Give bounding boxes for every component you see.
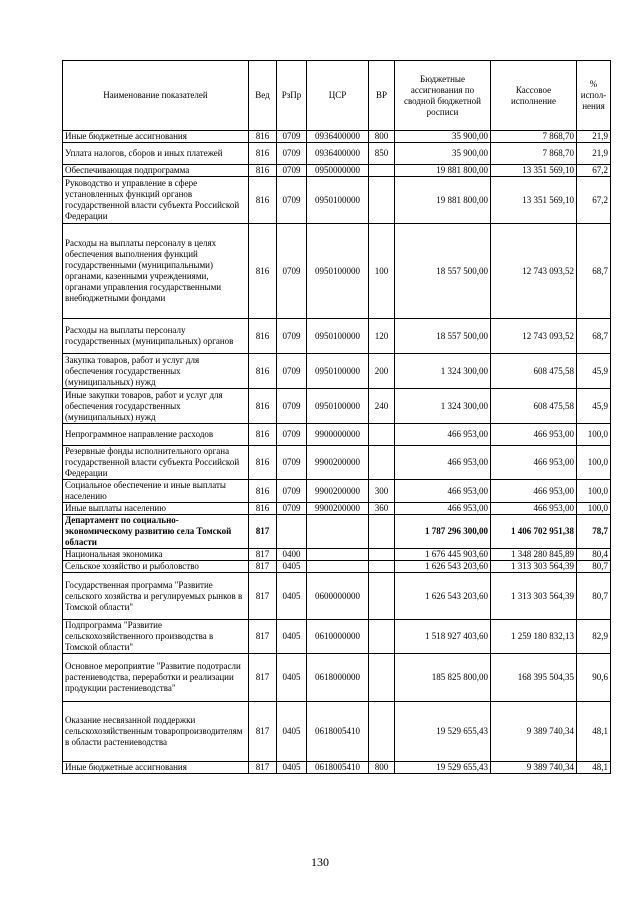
cell-vr	[369, 620, 395, 654]
cell-assign: 466 953,00	[395, 503, 491, 515]
cell-name: Подпрограмма "Развитие сельскохозяйственного производства в Томской области"	[63, 620, 249, 654]
table-row	[63, 424, 611, 446]
cell-name: Основное мероприятие "Развитие подотрасли растениеводства, переработки и реализации продукции растениеводства"	[63, 654, 249, 702]
cell-vr	[369, 573, 395, 620]
table-row	[63, 389, 611, 424]
cell-cash: 1 259 180 832,13	[491, 620, 577, 654]
cell-assign: 18 557 500,00	[395, 224, 491, 319]
cell-rzpr: 0709	[277, 177, 307, 224]
cell-ved: 816	[249, 389, 277, 424]
cell-csr: 0950100000	[307, 224, 369, 319]
cell-csr: 0950100000	[307, 177, 369, 224]
cell-ved: 817	[249, 573, 277, 620]
cell-cash: 12 743 093,52	[491, 224, 577, 319]
cell-rzpr: 0709	[277, 446, 307, 480]
cell-pct: 21,9	[577, 131, 611, 143]
cell-vr	[369, 177, 395, 224]
table-row	[63, 354, 611, 389]
cell-vr: 200	[369, 354, 395, 389]
cell-pct: 80,4	[577, 549, 611, 561]
cell-csr: 0936400000	[307, 143, 369, 165]
cell-ved: 817	[249, 702, 277, 762]
cell-pct: 45,9	[577, 389, 611, 424]
cell-csr: 9900200000	[307, 503, 369, 515]
cell-vr	[369, 702, 395, 762]
cell-csr	[307, 515, 369, 549]
budget-table	[62, 60, 611, 774]
cell-pct: 21,9	[577, 143, 611, 165]
table-row	[63, 131, 611, 143]
cell-ved: 817	[249, 654, 277, 702]
cell-name: Закупка товаров, работ и услуг для обеспечения государственных (муниципальных) нужд	[63, 354, 249, 389]
cell-cash: 608 475,58	[491, 389, 577, 424]
cell-csr: 0950100000	[307, 389, 369, 424]
cell-pct: 68,7	[577, 224, 611, 319]
cell-pct: 100,0	[577, 503, 611, 515]
cell-name: Обеспечивающая подпрограмма	[63, 165, 249, 177]
cell-rzpr: 0405	[277, 654, 307, 702]
cell-name: Департамент по социально-экономическому развитию села Томской области	[63, 515, 249, 549]
cell-name: Государственная программа "Развитие сельского хозяйства и регулируемых рынков в Томской области"	[63, 573, 249, 620]
table-row	[63, 654, 611, 702]
cell-cash: 9 389 740,34	[491, 702, 577, 762]
cell-assign: 1 787 296 300,00	[395, 515, 491, 549]
header-pct: % испол-нения	[577, 61, 611, 131]
cell-csr	[307, 561, 369, 573]
cell-ved: 816	[249, 143, 277, 165]
cell-cash: 466 953,00	[491, 503, 577, 515]
cell-assign: 19 529 655,43	[395, 702, 491, 762]
cell-csr: 0618000000	[307, 654, 369, 702]
cell-csr: 0600000000	[307, 573, 369, 620]
cell-ved: 817	[249, 762, 277, 774]
cell-assign: 466 953,00	[395, 446, 491, 480]
cell-cash: 168 395 504,35	[491, 654, 577, 702]
cell-vr: 240	[369, 389, 395, 424]
cell-assign: 185 825 800,00	[395, 654, 491, 702]
table-row	[63, 573, 611, 620]
cell-pct: 48,1	[577, 702, 611, 762]
cell-assign: 1 324 300,00	[395, 389, 491, 424]
cell-pct: 78,7	[577, 515, 611, 549]
cell-cash: 1 313 303 564,39	[491, 573, 577, 620]
cell-pct: 67,2	[577, 177, 611, 224]
cell-pct: 90,6	[577, 654, 611, 702]
cell-cash: 608 475,58	[491, 354, 577, 389]
cell-csr	[307, 549, 369, 561]
cell-pct: 45,9	[577, 354, 611, 389]
table-row	[63, 446, 611, 480]
cell-name: Руководство и управление в сфере установленных функций органов государственной власти субъекта Российской Федерации	[63, 177, 249, 224]
cell-rzpr: 0405	[277, 561, 307, 573]
cell-name: Иные бюджетные ассигнования	[63, 131, 249, 143]
cell-csr: 0950100000	[307, 354, 369, 389]
table-row	[63, 319, 611, 354]
cell-vr	[369, 654, 395, 702]
header-vr: ВР	[369, 61, 395, 131]
cell-name: Расходы на выплаты персоналу в целях обеспечения выполнения функций государственными (муниципальными) органами, казенными учреждениями, органами управления государственными внебюджетными фондами	[63, 224, 249, 319]
cell-assign: 1 518 927 403,60	[395, 620, 491, 654]
table-row	[63, 165, 611, 177]
header-name: Наименование показателей	[63, 61, 249, 131]
cell-assign: 18 557 500,00	[395, 319, 491, 354]
table-row	[63, 702, 611, 762]
table-body	[63, 131, 611, 774]
cell-ved: 817	[249, 561, 277, 573]
cell-ved: 817	[249, 515, 277, 549]
cell-assign: 19 881 800,00	[395, 165, 491, 177]
table-header-row	[63, 61, 611, 131]
cell-ved: 816	[249, 424, 277, 446]
cell-name: Сельское хозяйство и рыболовство	[63, 561, 249, 573]
cell-csr: 9900200000	[307, 480, 369, 503]
cell-cash: 466 953,00	[491, 446, 577, 480]
cell-vr	[369, 549, 395, 561]
cell-ved: 817	[249, 549, 277, 561]
cell-pct: 100,0	[577, 480, 611, 503]
table-row	[63, 503, 611, 515]
cell-csr: 0618005410	[307, 762, 369, 774]
cell-assign: 19 881 800,00	[395, 177, 491, 224]
cell-name: Иные бюджетные ассигнования	[63, 762, 249, 774]
cell-rzpr: 0709	[277, 354, 307, 389]
cell-rzpr: 0709	[277, 165, 307, 177]
cell-ved: 816	[249, 354, 277, 389]
header-csr: ЦСР	[307, 61, 369, 131]
cell-csr: 0950000000	[307, 165, 369, 177]
cell-cash: 13 351 569,10	[491, 177, 577, 224]
cell-ved: 816	[249, 480, 277, 503]
cell-rzpr: 0709	[277, 389, 307, 424]
cell-pct: 100,0	[577, 446, 611, 480]
cell-name: Социальное обеспечение и иные выплаты населению	[63, 480, 249, 503]
cell-assign: 1 626 543 203,60	[395, 573, 491, 620]
cell-rzpr: 0709	[277, 424, 307, 446]
cell-rzpr: 0709	[277, 224, 307, 319]
table-row	[63, 480, 611, 503]
table-row	[63, 762, 611, 774]
cell-name: Резервные фонды исполнительного органа государственной власти субъекта Российской Федерации	[63, 446, 249, 480]
cell-pct: 68,7	[577, 319, 611, 354]
header-rzpr: РзПр	[277, 61, 307, 131]
cell-name: Непрограммное направление расходов	[63, 424, 249, 446]
cell-vr: 300	[369, 480, 395, 503]
table-row	[63, 561, 611, 573]
cell-cash: 13 351 569,10	[491, 165, 577, 177]
cell-vr: 800	[369, 131, 395, 143]
cell-csr: 0950100000	[307, 319, 369, 354]
table-row	[63, 224, 611, 319]
cell-name: Иные выплаты населению	[63, 503, 249, 515]
cell-vr: 120	[369, 319, 395, 354]
cell-vr	[369, 424, 395, 446]
cell-assign: 466 953,00	[395, 480, 491, 503]
cell-ved: 816	[249, 165, 277, 177]
cell-cash: 466 953,00	[491, 480, 577, 503]
cell-assign: 35 900,00	[395, 143, 491, 165]
cell-rzpr: 0709	[277, 319, 307, 354]
cell-ved: 816	[249, 503, 277, 515]
cell-pct: 48,1	[577, 762, 611, 774]
cell-assign: 35 900,00	[395, 131, 491, 143]
cell-rzpr: 0405	[277, 573, 307, 620]
cell-rzpr: 0400	[277, 549, 307, 561]
cell-vr: 800	[369, 762, 395, 774]
cell-rzpr: 0709	[277, 480, 307, 503]
cell-vr	[369, 561, 395, 573]
cell-assign: 19 529 655,43	[395, 762, 491, 774]
cell-rzpr: 0709	[277, 503, 307, 515]
cell-cash: 9 389 740,34	[491, 762, 577, 774]
cell-name: Расходы на выплаты персоналу государственных (муниципальных) органов	[63, 319, 249, 354]
cell-ved: 816	[249, 319, 277, 354]
cell-cash: 7 868,70	[491, 131, 577, 143]
cell-csr: 9900000000	[307, 424, 369, 446]
cell-csr: 0618005410	[307, 702, 369, 762]
cell-vr	[369, 515, 395, 549]
header-ved: Вед	[249, 61, 277, 131]
cell-name: Оказание несвязанной поддержки сельскохозяйственным товаропроизводителям в области растениеводства	[63, 702, 249, 762]
cell-pct: 80,7	[577, 561, 611, 573]
cell-rzpr: 0405	[277, 762, 307, 774]
cell-vr: 360	[369, 503, 395, 515]
cell-rzpr: 0405	[277, 702, 307, 762]
cell-cash: 466 953,00	[491, 424, 577, 446]
table-row	[63, 143, 611, 165]
cell-cash: 1 406 702 951,38	[491, 515, 577, 549]
cell-name: Уплата налогов, сборов и иных платежей	[63, 143, 249, 165]
cell-rzpr: 0405	[277, 620, 307, 654]
table-row	[63, 549, 611, 561]
cell-assign: 1 676 445 903,60	[395, 549, 491, 561]
cell-name: Национальная экономика	[63, 549, 249, 561]
cell-pct: 80,7	[577, 573, 611, 620]
cell-rzpr: 0709	[277, 143, 307, 165]
cell-cash: 1 348 280 845,89	[491, 549, 577, 561]
cell-rzpr: 0709	[277, 131, 307, 143]
cell-cash: 1 313 303 564,39	[491, 561, 577, 573]
cell-pct: 100,0	[577, 424, 611, 446]
cell-cash: 7 868,70	[491, 143, 577, 165]
cell-vr	[369, 446, 395, 480]
cell-vr: 100	[369, 224, 395, 319]
cell-ved: 817	[249, 620, 277, 654]
table-row	[63, 515, 611, 549]
header-cash: Кассовое исполнение	[491, 61, 577, 131]
table-row	[63, 620, 611, 654]
cell-assign: 1 626 543 203,60	[395, 561, 491, 573]
cell-csr: 0610000000	[307, 620, 369, 654]
cell-pct: 82,9	[577, 620, 611, 654]
cell-ved: 816	[249, 177, 277, 224]
cell-vr	[369, 165, 395, 177]
header-assign: Бюджетные ассигнования по сводной бюджетной росписи	[395, 61, 491, 131]
page-number: 130	[311, 855, 329, 869]
cell-csr: 9900200000	[307, 446, 369, 480]
cell-csr: 0936400000	[307, 131, 369, 143]
cell-assign: 1 324 300,00	[395, 354, 491, 389]
cell-assign: 466 953,00	[395, 424, 491, 446]
cell-ved: 816	[249, 446, 277, 480]
cell-name: Иные закупки товаров, работ и услуг для обеспечения государственных (муниципальных) нужд	[63, 389, 249, 424]
cell-vr: 850	[369, 143, 395, 165]
cell-ved: 816	[249, 131, 277, 143]
cell-ved: 816	[249, 224, 277, 319]
cell-pct: 67,2	[577, 165, 611, 177]
cell-rzpr	[277, 515, 307, 549]
cell-cash: 12 743 093,52	[491, 319, 577, 354]
table-row	[63, 177, 611, 224]
